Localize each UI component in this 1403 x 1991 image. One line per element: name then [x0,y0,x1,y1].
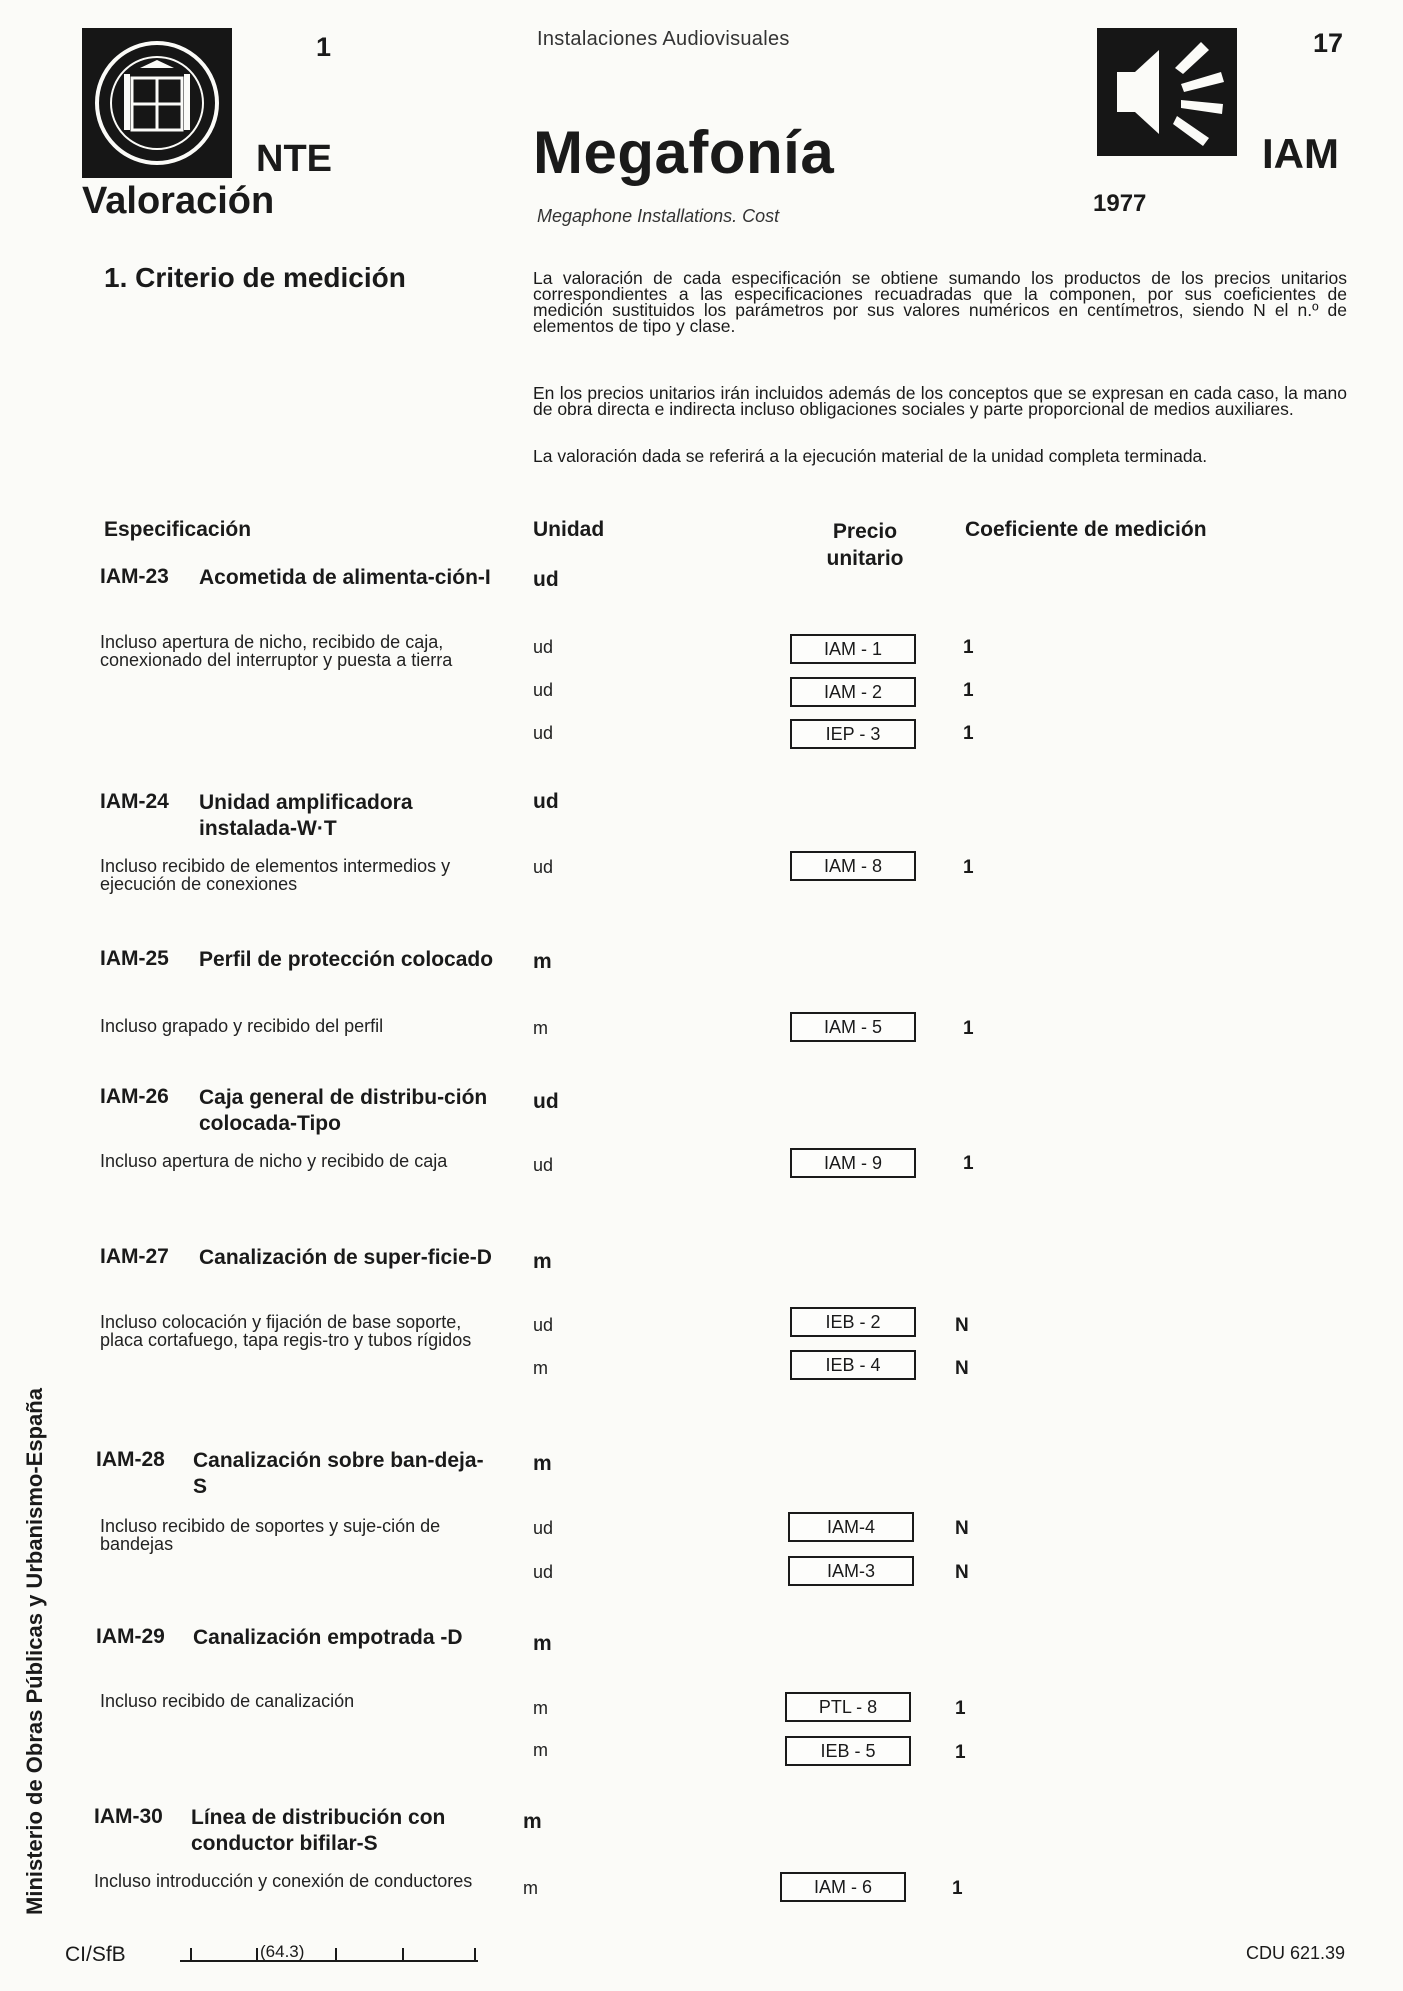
line-unit: ud [533,723,554,743]
year: 1977 [1093,190,1147,217]
coefficient: N [955,1518,969,1539]
item-unit: ud [533,568,559,591]
item-code: IAM-30 [94,1805,163,1828]
category-label: Instalaciones Audiovisuales [537,28,790,50]
price-code-box: PTL - 8 [785,1692,911,1722]
line-unit: m [523,1878,538,1898]
classification-tick [402,1948,404,1962]
header-coef: Coeficiente de medición [965,518,1207,541]
classification-code: (64.3) [260,1942,305,1961]
item-code: IAM-28 [96,1448,165,1471]
item-title: Caja general de distribu-ción colocada-Tipo [199,1086,488,1135]
line-unit: ud [533,857,554,877]
price-code-box: IAM - 6 [780,1872,906,1902]
page-subtitle: Megaphone Installations. Cost [537,206,780,226]
item-code: IAM-23 [100,565,169,588]
item-title: Unidad amplificadora instalada-W·T [199,791,413,840]
item-unit: m [533,1250,552,1273]
item-note: Incluso recibido de soportes y suje-ción de bandejas [100,1516,441,1554]
line-unit: m [533,1698,548,1718]
item-note: Incluso grapado y recibido del perfil [100,1016,384,1036]
coefficient: 1 [955,1698,966,1719]
price-code-box: IAM-3 [788,1556,914,1586]
criterio-title: 1. Criterio de medición [104,262,406,293]
header-price: Precio unitario [826,520,904,570]
coefficient: 1 [963,637,974,658]
item-note: Incluso apertura de nicho y recibido de caja [100,1151,448,1171]
coefficient: 1 [963,1153,974,1174]
line-unit: m [533,1018,548,1038]
line-unit: ud [533,1562,554,1582]
criterio-paragraph: La valoración de cada especificación se obtiene sumando los productos de los precios unitarios correspondientes a las especificaciones recuadradas que la componen, por sus coeficientes de medición sustituidos los parámetros por sus valores numéricos en centímetros, siendo N el n.º de elementos de tipo y clase. [533,268,1347,336]
item-title: Línea de distribución con conductor bifilar-S [191,1806,446,1855]
line-unit: ud [533,1315,554,1335]
item-note: Incluso recibido de elementos intermedios y ejecución de conexiones [100,856,451,894]
price-code-box: IEB - 4 [790,1350,916,1380]
seal-icon [92,38,222,168]
item-unit: ud [533,790,559,813]
item-title: Canalización sobre ban-deja-S [193,1449,484,1498]
speaker-icon [1097,28,1237,156]
item-note: Incluso colocación y fijación de base soporte, placa cortafuego, tapa regis-tro y tubos rígidos [100,1312,472,1350]
cdu-label: CDU 621.39 [1246,1943,1346,1963]
classification-tick [335,1948,337,1962]
coefficient: N [955,1315,969,1336]
ministry-seal-logo [82,28,232,178]
cfsfb-label: CI/SfB [65,1943,126,1966]
coefficient: 1 [963,857,974,878]
price-code-box: IAM - 8 [790,851,916,881]
item-code: IAM-25 [100,947,169,970]
item-title: Perfil de protección colocado [199,948,494,971]
line-unit: ud [533,637,554,657]
price-code-box: IAM - 2 [790,677,916,707]
price-code-box: IAM - 9 [790,1148,916,1178]
item-unit: m [533,950,552,973]
line-unit: m [533,1740,548,1760]
classification-tick [256,1948,258,1962]
item-code: IAM-24 [100,790,169,813]
criterio-paragraph: La valoración dada se referirá a la ejecución material de la unidad completa terminada. [533,446,1208,466]
page-number: 1 [316,32,332,62]
criterio-paragraph: En los precios unitarios irán incluidos además de los conceptos que se expresan en cada caso, la mano de obra directa e indirecta incluso obligaciones sociales y parte proporcional de medios auxiliares. [533,383,1347,419]
ministry-label: Ministerio de Obras Públicas y Urbanismo-España [22,1388,47,1915]
header-unit: Unidad [533,518,605,541]
line-unit: m [533,1358,548,1378]
item-unit: m [533,1452,552,1475]
coefficient: 1 [955,1742,966,1763]
item-note: Incluso apertura de nicho, recibido de caja, conexionado del interruptor y puesta a tierra [100,632,453,670]
price-code-box: IEP - 3 [790,719,916,749]
coefficient: 1 [963,723,974,744]
header-spec: Especificación [104,518,252,541]
section-label: Valoración [82,180,275,222]
classification-tick [190,1948,192,1962]
item-title: Acometida de alimenta-ción-I [199,566,491,589]
item-title: Canalización de super-ficie-D [199,1246,492,1269]
line-unit: ud [533,1155,554,1175]
price-code-box: IAM-4 [788,1512,914,1542]
price-code-box: IAM - 1 [790,634,916,664]
item-unit: ud [533,1090,559,1113]
line-unit: ud [533,680,554,700]
sheet-number: 17 [1313,28,1344,58]
page-title: Megafonía [533,119,835,186]
classification-line [180,1960,478,1962]
coefficient: 1 [952,1878,963,1899]
price-code-box: IEB - 2 [790,1307,916,1337]
document-code: IAM [1262,130,1339,177]
coefficient: 1 [963,680,974,701]
classification-tick [474,1948,476,1962]
item-title: Canalización empotrada -D [193,1626,463,1649]
item-note: Incluso recibido de canalización [100,1691,355,1711]
item-code: IAM-26 [100,1085,169,1108]
item-note: Incluso introducción y conexión de conductores [94,1871,473,1891]
price-code-box: IEB - 5 [785,1736,911,1766]
coefficient: N [955,1562,969,1583]
item-code: IAM-27 [100,1245,169,1268]
price-code-box: IAM - 5 [790,1012,916,1042]
coefficient: 1 [963,1018,974,1039]
item-code: IAM-29 [96,1625,165,1648]
coefficient: N [955,1358,969,1379]
item-unit: m [523,1810,542,1833]
nte-label: NTE [256,138,332,180]
line-unit: ud [533,1518,554,1538]
item-unit: m [533,1632,552,1655]
